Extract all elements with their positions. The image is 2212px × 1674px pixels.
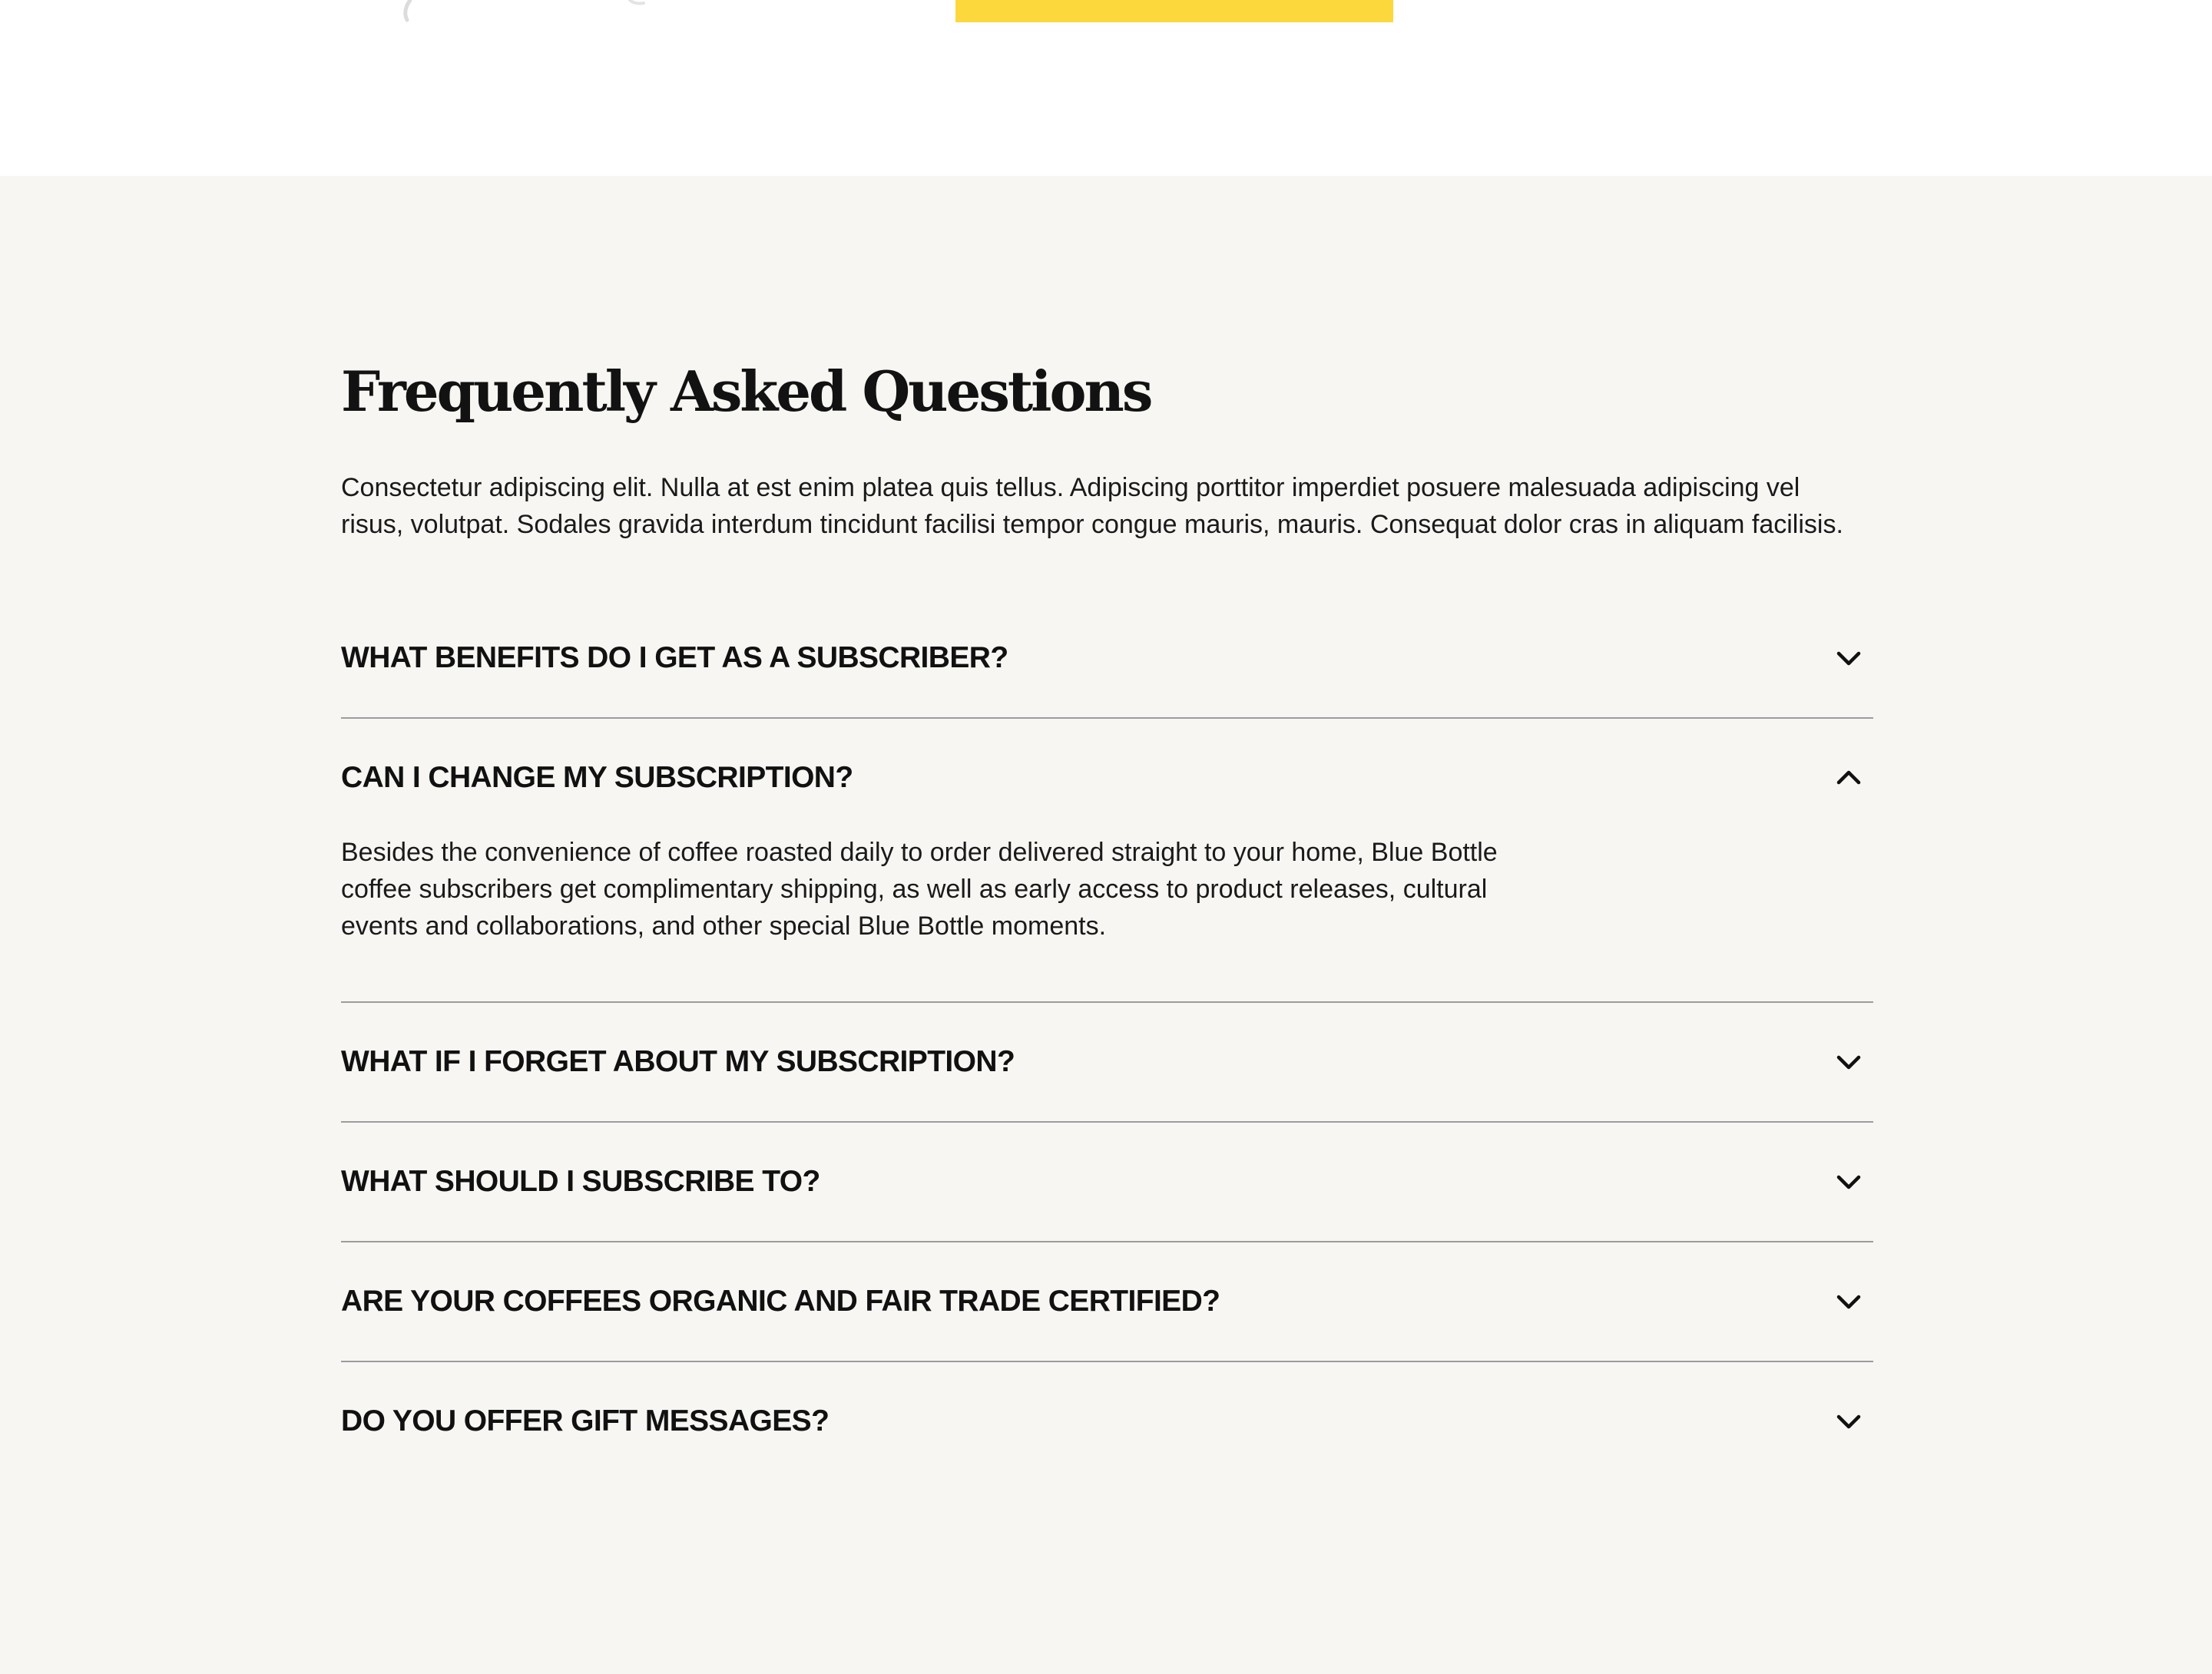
faq-question-text: ARE YOUR COFFEES ORGANIC AND FAIR TRADE CERTIFIED?: [341, 1285, 1220, 1318]
faq-question-text: DO YOU OFFER GIFT MESSAGES?: [341, 1404, 830, 1437]
faq-intro: Consectetur adipiscing elit. Nulla at est enim platea quis tellus. Adipiscing porttitor imperdiet posuere malesuada adipiscing vel risus, volutpat. Sodales gravida interdum tincidunt facilisi tempor congue mauris, mauris. Consequat dolor cras in aliquam facilisis.: [341, 473, 1843, 539]
faq-item: [341, 1003, 1873, 1123]
chevron-down-icon[interactable]: [1833, 1166, 1864, 1197]
faq-question-toggle[interactable]: [341, 599, 1873, 717]
chevron-down-icon[interactable]: [1833, 643, 1864, 673]
faq-item: [341, 1362, 1873, 1480]
faq-question-toggle[interactable]: [341, 1242, 1873, 1361]
decorative-swash-icon: [399, 0, 661, 23]
chevron-up-icon[interactable]: [1833, 763, 1864, 793]
faq-question-toggle[interactable]: [341, 719, 1873, 837]
faq-question-text: WHAT BENEFITS DO I GET AS A SUBSCRIBER?: [341, 641, 1008, 674]
faq-title: Frequently Asked Questions: [341, 359, 1151, 424]
faq-question-toggle[interactable]: [341, 1123, 1873, 1241]
faq-list: [341, 599, 1873, 1480]
cta-button[interactable]: [955, 0, 1393, 22]
faq-answer: Besides the convenience of coffee roasted daily to order delivered straight to your home, Blue Bottle coffee subscribers get complimentary shipping, as well as early access to product releases, cultural events and collaborations, and other special Blue Bottle moments.: [341, 838, 1498, 941]
chevron-down-icon[interactable]: [1833, 1047, 1864, 1077]
top-section: [0, 0, 2212, 176]
faq-item: [341, 719, 1873, 1003]
faq-question-text: CAN I CHANGE MY SUBSCRIPTION?: [341, 761, 853, 794]
faq-item: [341, 599, 1873, 719]
faq-question-toggle[interactable]: [341, 1003, 1873, 1121]
faq-question-toggle[interactable]: [341, 1362, 1873, 1480]
chevron-down-icon[interactable]: [1833, 1406, 1864, 1437]
chevron-down-icon[interactable]: [1833, 1286, 1864, 1317]
faq-question-text: WHAT IF I FORGET ABOUT MY SUBSCRIPTION?: [341, 1045, 1015, 1078]
faq-question-text: WHAT SHOULD I SUBSCRIBE TO?: [341, 1165, 820, 1198]
faq-item: [341, 1123, 1873, 1242]
faq-item: [341, 1242, 1873, 1362]
faq-section: [341, 353, 1873, 1480]
